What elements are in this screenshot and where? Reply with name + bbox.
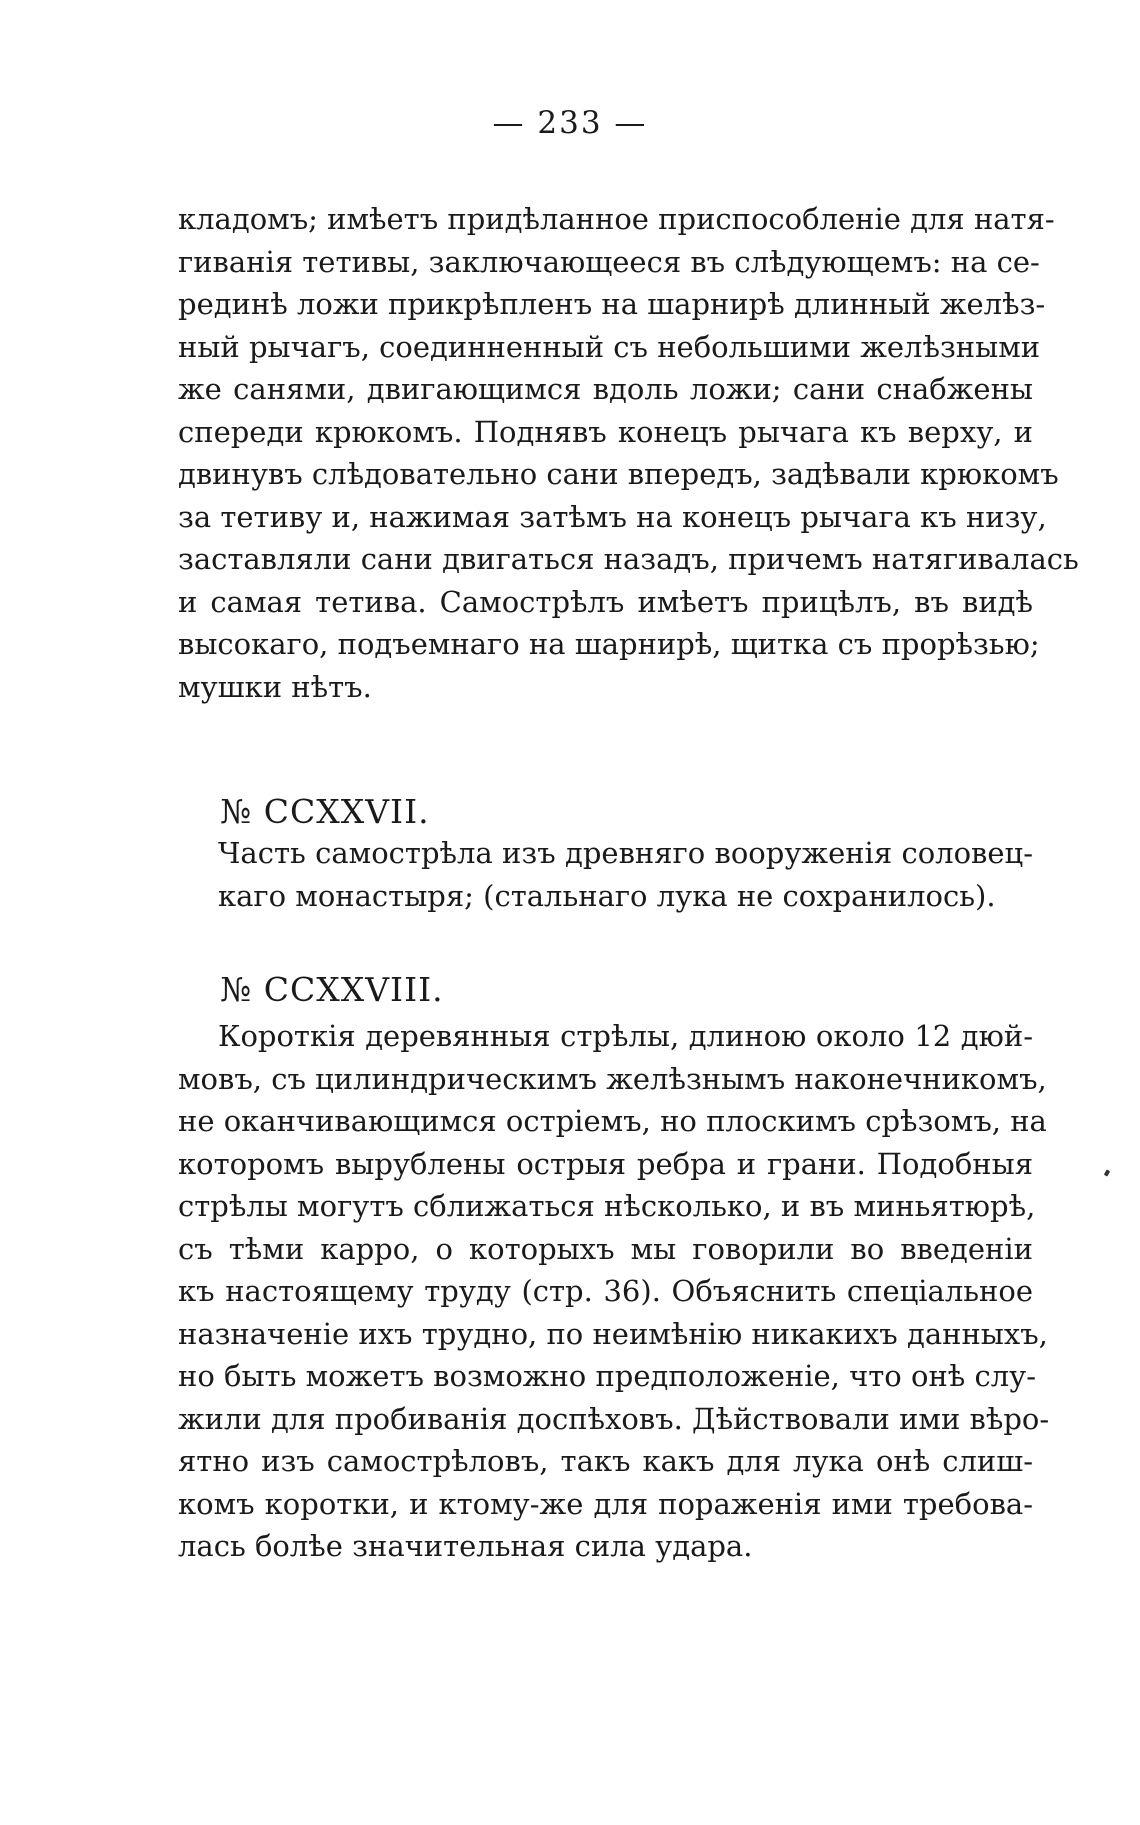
text-line: назначеніе ихъ трудно, по неимѣнію никакихъ данныхъ,: [178, 1316, 1048, 1351]
page-number: — 233 —: [492, 105, 648, 141]
text-line: но быть можетъ возможно предположеніе, что онѣ слу-: [178, 1359, 1037, 1393]
text-line: мовъ, съ цилиндрическимъ желѣзнымъ наконечникомъ,: [178, 1061, 1047, 1096]
text-line: заставляли сани двигаться назадъ, причемъ натягивалась: [178, 542, 1079, 576]
text-line: стрѣлы могутъ сближаться нѣсколько, и въ миньятюрѣ,: [178, 1189, 1036, 1223]
text-line: и самая тетива. Самострѣлъ имѣетъ прицѣлъ, въ видѣ: [178, 584, 1033, 619]
text-line: къ настоящему труду (стр. 36). Объяснить спеціальное: [178, 1274, 1033, 1308]
text-line: жили для пробиванія доспѣховъ. Дѣйствовали ими вѣро-: [178, 1401, 1050, 1436]
text-line: мушки нѣтъ.: [178, 669, 372, 704]
text-line: лась болѣе значительная сила удара.: [178, 1529, 753, 1563]
text-line: двинувъ слѣдовательно сани впередъ, задѣвали крюкомъ: [178, 457, 1059, 491]
text-line: Часть самострѣла изъ древняго вооруженія соловец-: [218, 836, 1033, 870]
text-line: ятно изъ самострѣловъ, такъ какъ для лука онѣ слиш-: [178, 1444, 1033, 1478]
text-line: рединѣ ложи прикрѣпленъ на шарнирѣ длинный желѣз-: [178, 287, 1046, 321]
section-heading-228: № CCXXVIII.: [220, 970, 444, 1009]
text-line: же санями, двигающимся вдоль ложи; сани снабжены: [178, 372, 1033, 406]
ink-speck: [1104, 1169, 1110, 1176]
text-line: которомъ вырублены острыя ребра и грани. Подобныя: [178, 1146, 1033, 1181]
text-line: спереди крюкомъ. Поднявъ конецъ рычага къ верху, и: [178, 414, 1033, 449]
text-line: съ тѣми карро, о которыхъ мы говорили во введеніи: [178, 1231, 1033, 1266]
text-line: Короткія деревянныя стрѣлы, длиною около 12 дюй-: [218, 1019, 1033, 1053]
text-line: каго монастыря; (стальнаго лука не сохранилось).: [218, 878, 996, 913]
text-line: кладомъ; имѣетъ придѣланное приспособленіе для натя-: [178, 202, 1055, 236]
paragraph-227: [218, 832, 1033, 917]
paragraph-228: [178, 1015, 1050, 1568]
paragraph-continuation: [178, 198, 1079, 708]
text-line: высокаго, подъемнаго на шарнирѣ, щитка съ прорѣзью;: [178, 627, 1040, 661]
text-line: ный рычагъ, соединненный съ небольшими желѣзными: [178, 329, 1041, 364]
text-line: гиванія тетивы, заключающееся въ слѣдующемъ: на се-: [178, 244, 1040, 279]
text-line: не оканчивающимся остріемъ, но плоскимъ срѣзомъ, на: [178, 1104, 1047, 1138]
text-line: комъ коротки, и ктому-же для пораженія ими требова-: [178, 1486, 1033, 1521]
text-line: за тетиву и, нажимая затѣмъ на конецъ рычага къ низу,: [178, 499, 1047, 534]
section-heading-227: № CCXXVII.: [220, 792, 430, 831]
